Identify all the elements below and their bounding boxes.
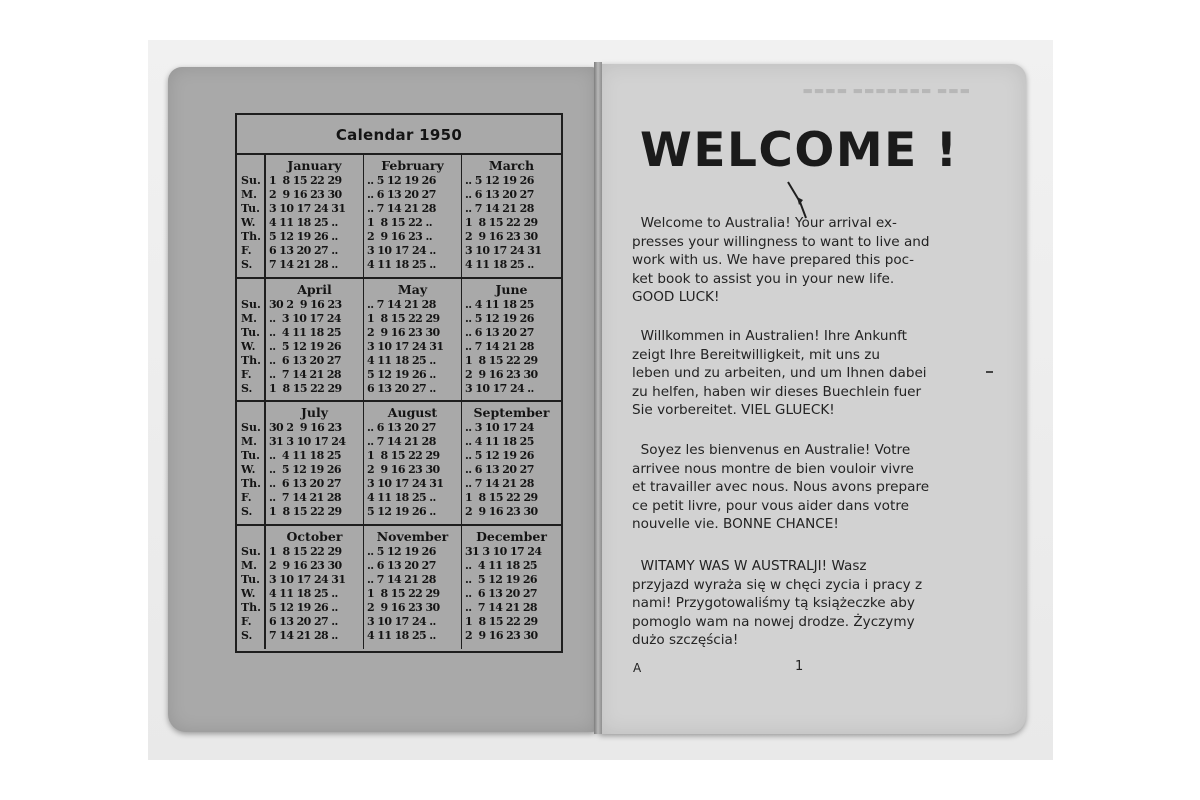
calendar-week-row: 5 12 19 26 .. [367,505,436,518]
calendar-grid [237,155,561,649]
calendar-week-row: 6 13 20 27 .. [367,381,436,395]
margin-mark [986,371,993,373]
calendar-week-row: 7 14 21 28 .. [269,258,338,271]
month-name: November [376,528,449,544]
paragraph-line: ce petit livre, pour vous aider dans votre [632,497,909,514]
paragraph-line: przyjazd wyraża się w chęci zycia i pracy z [632,576,923,593]
signature-letter: A [633,661,642,675]
calendar-week-row: .. 7 14 21 28 [367,202,436,215]
paragraph-line: Sie vorbereitet. VIEL GLUECK! [632,402,835,419]
calendar-week-row: 1 8 15 22 29 [465,216,538,229]
calendar-month [364,402,462,524]
calendar-quarter [237,402,561,526]
calendar-week-row: 2 9 16 23 30 [465,628,538,642]
calendar-week-row: .. 5 12 19 26 [465,572,537,586]
month-name: July [300,405,328,420]
weekday-label: F. [241,491,252,504]
paragraph-line: Soyez les bienvenus en Australie! Votre [632,442,911,458]
calendar-week-row: .. 4 11 18 25 [465,297,534,311]
paragraph-line: WITAMY WAS W AUSTRALJI! Wasz [632,558,867,574]
weekday-label: Tu. [241,202,261,215]
calendar-week-row: 30 2 9 16 23 [269,297,342,311]
calendar-week-row: 1 8 15 22 29 [465,614,538,628]
welcome-paragraph-german [632,327,962,420]
weekday-label: Th. [241,230,262,243]
weekday-label: W. [241,216,256,229]
calendar-week-row: 2 9 16 23 30 [269,558,342,572]
paragraph-line: nami! Przygotowaliśmy tą książeczke aby [632,595,915,612]
calendar-week-row: 1 8 15 22 29 [465,353,538,367]
calendar-week-row: 3 10 17 24 31 [367,339,444,353]
weekday-label: Su. [241,297,261,311]
calendar-week-row: 1 8 15 22 29 [367,449,440,462]
calendar-week-row: .. 5 12 19 26 [269,339,341,353]
calendar-week-row: .. 6 13 20 27 [367,421,436,434]
page-number: 1 [795,659,804,674]
calendar-month [462,155,561,277]
calendar-week-row: .. 7 14 21 28 [367,435,436,448]
calendar-month [364,279,462,401]
calendar-week-row: 1 8 15 22 .. [367,216,432,229]
calendar-week-row: 2 9 16 23 30 [367,325,440,339]
month-name: August [387,405,438,420]
calendar-week-row: 4 11 18 25 .. [269,216,338,229]
calendar-month [364,526,462,650]
welcome-heading: WELCOME ! [640,123,959,178]
weekday-label: F. [241,367,252,381]
bleed-through-text: ▬▬▬ ▬▬▬▬▬▬▬ ▬▬▬▬ [801,84,970,97]
weekday-label: W. [241,586,256,600]
month-name: January [287,158,342,173]
calendar-week-row: 1 8 15 22 29 [367,311,440,325]
calendar-week-row: .. 6 13 20 27 [269,477,341,490]
calendar-week-row: .. 4 11 18 25 [465,435,534,448]
calendar-quarter [237,526,561,650]
paragraph-line: pomoglo wam na nowej drodze. Życzymy [632,613,915,630]
calendar-week-row: .. 5 12 19 26 [269,463,341,476]
weekday-label: S. [241,381,253,395]
weekday-label: Su. [241,544,261,558]
calendar-week-row: .. 5 12 19 26 [367,544,436,558]
calendar-week-row: 5 12 19 26 .. [367,367,436,381]
paragraph-line: Willkommen in Australien! Ihre Ankunft [632,328,907,344]
calendar-week-row: 4 11 18 25 .. [367,353,436,367]
month-name: September [473,405,550,420]
month-name: December [476,528,547,544]
calendar-week-row: 2 9 16 23 30 [465,367,538,381]
paragraph-line: zu helfen, haben wir dieses Buechlein fuer [632,383,922,400]
calendar-week-row: .. 7 14 21 28 [269,491,341,504]
paragraph-line: dużo szczęścia! [632,632,739,649]
calendar-month [266,402,364,524]
calendar-week-row: .. 6 13 20 27 [367,558,436,572]
calendar-week-row: .. 6 13 20 27 [465,586,537,600]
weekday-label: F. [241,614,252,628]
calendar-week-row: 6 13 20 27 .. [269,244,338,257]
calendar-week-row: 4 11 18 25 .. [367,628,436,642]
calendar-week-row: 31 3 10 17 24 [465,544,542,558]
calendar-month [266,526,364,650]
calendar-week-row: .. 5 12 19 26 [465,174,534,187]
calendar-week-row: 1 8 15 22 29 [465,491,538,504]
weekday-label: Su. [241,421,261,434]
calendar-week-row: 3 10 17 24 .. [465,381,534,395]
weekday-label: W. [241,463,256,476]
calendar-week-row: 7 14 21 28 .. [269,628,338,642]
calendar-week-row: 31 3 10 17 24 [269,435,346,448]
calendar-week-row: .. 6 13 20 27 [465,188,534,201]
weekday-label: Th. [241,477,262,490]
welcome-paragraph-polish [632,557,962,650]
calendar-week-row: .. 7 14 21 28 [367,297,436,311]
calendar-month [462,279,561,401]
calendar-title: Calendar 1950 [237,115,561,155]
weekday-label: Tu. [241,572,261,586]
weekday-label: Th. [241,600,262,614]
paragraph-line: GOOD LUCK! [632,289,720,306]
paragraph-line: et travailler avec nous. Nous avons prepare [632,479,930,496]
calendar-week-row: .. 6 13 20 27 [465,325,534,339]
calendar-week-row: 2 9 16 23 30 [269,188,342,201]
calendar-week-row: .. 7 14 21 28 [465,339,534,353]
calendar-week-row: .. 3 10 17 24 [465,421,534,434]
paragraph-line: arrivee nous montre de bien vouloir vivre [632,460,914,477]
weekday-label: Th. [241,353,262,367]
calendar-week-row: 1 8 15 22 29 [269,544,342,558]
paragraph-line: leben und zu arbeiten, und um Ihnen dabei [632,365,927,382]
calendar-week-row: .. 7 14 21 28 [465,202,534,215]
weekday-label: S. [241,258,253,271]
calendar-week-row: 4 11 18 25 .. [465,258,534,271]
calendar-week-row: .. 3 10 17 24 [269,311,341,325]
paragraph-line: ket book to assist you in your new life. [632,270,895,287]
weekday-column [237,155,266,277]
calendar-week-row: 3 10 17 24 31 [465,244,542,257]
calendar-week-row: .. 7 14 21 28 [465,477,534,490]
month-name: May [397,281,428,297]
month-name: October [286,528,343,544]
weekday-label: S. [241,505,253,518]
calendar-week-row: 3 10 17 24 31 [269,202,346,215]
weekday-label: Tu. [241,449,261,462]
calendar-month [266,279,364,401]
calendar-week-row: 1 8 15 22 29 [367,586,440,600]
calendar-week-row: .. 6 13 20 27 [367,188,436,201]
calendar-month [364,155,462,277]
calendar-week-row: .. 4 11 18 25 [465,558,537,572]
calendar-week-row: 4 11 18 25 .. [269,586,338,600]
calendar-week-row: .. 7 14 21 28 [465,600,537,614]
calendar-week-row: 4 11 18 25 .. [367,491,436,504]
calendar-week-row: .. 7 14 21 28 [269,367,341,381]
calendar-week-row: 2 9 16 23 30 [367,600,440,614]
calendar-week-row: 1 8 15 22 29 [269,505,342,518]
weekday-label: M. [241,188,258,201]
weekday-column [237,279,266,401]
calendar-week-row: 5 12 19 26 .. [269,600,338,614]
month-name: June [495,281,528,297]
calendar-week-row: .. 5 12 19 26 [465,449,534,462]
calendar-week-row: 2 9 16 23 .. [367,230,432,243]
calendar-week-row: 1 8 15 22 29 [269,381,342,395]
calendar-month [462,402,561,524]
calendar-quarter [237,279,561,403]
weekday-column [237,526,266,650]
month-name: February [381,158,444,173]
calendar-week-row: 3 10 17 24 .. [367,244,436,257]
calendar-week-row: 6 13 20 27 .. [269,614,338,628]
calendar-week-row: 30 2 9 16 23 [269,421,342,434]
calendar-week-row: 5 12 19 26 .. [269,230,338,243]
paragraph-line: Welcome to Australia! Your arrival ex- [632,215,897,231]
calendar-1950 [235,113,563,653]
month-name: April [297,281,332,297]
calendar-week-row: 4 11 18 25 .. [367,258,436,271]
calendar-week-row: 1 8 15 22 29 [269,174,342,187]
paragraph-line: zeigt Ihre Bereitwilligkeit, mit uns zu [632,346,881,363]
calendar-week-row: 3 10 17 24 31 [269,572,346,586]
book-spine [594,62,602,734]
paragraph-line: work with us. We have prepared this poc- [632,252,915,269]
calendar-month [462,526,561,650]
weekday-label: Tu. [241,325,261,339]
calendar-week-row: .. 6 13 20 27 [465,463,534,476]
month-name: March [488,158,535,173]
calendar-week-row: .. 4 11 18 25 [269,325,341,339]
calendar-week-row: 2 9 16 23 30 [367,463,440,476]
weekday-label: S. [241,628,253,642]
weekday-label: M. [241,311,258,325]
paragraph-line: presses your willingness to want to live and [632,233,930,250]
weekday-label: W. [241,339,256,353]
calendar-quarter [237,155,561,279]
calendar-week-row: .. 7 14 21 28 [367,572,436,586]
welcome-paragraph-english [632,214,962,307]
weekday-label: Su. [241,174,261,187]
calendar-week-row: .. 5 12 19 26 [367,174,436,187]
calendar-week-row: .. 5 12 19 26 [465,311,534,325]
calendar-week-row: .. 4 11 18 25 [269,449,341,462]
calendar-month [266,155,364,277]
calendar-week-row: 2 9 16 23 30 [465,230,538,243]
calendar-week-row: 2 9 16 23 30 [465,505,538,518]
paragraph-line: nouvelle vie. BONNE CHANCE! [632,516,839,533]
calendar-week-row: 3 10 17 24 31 [367,477,444,490]
weekday-column [237,402,266,524]
weekday-label: M. [241,435,258,448]
calendar-week-row: .. 6 13 20 27 [269,353,341,367]
welcome-paragraph-french [632,441,962,534]
weekday-label: M. [241,558,258,572]
calendar-week-row: 3 10 17 24 .. [367,614,436,628]
weekday-label: F. [241,244,252,257]
